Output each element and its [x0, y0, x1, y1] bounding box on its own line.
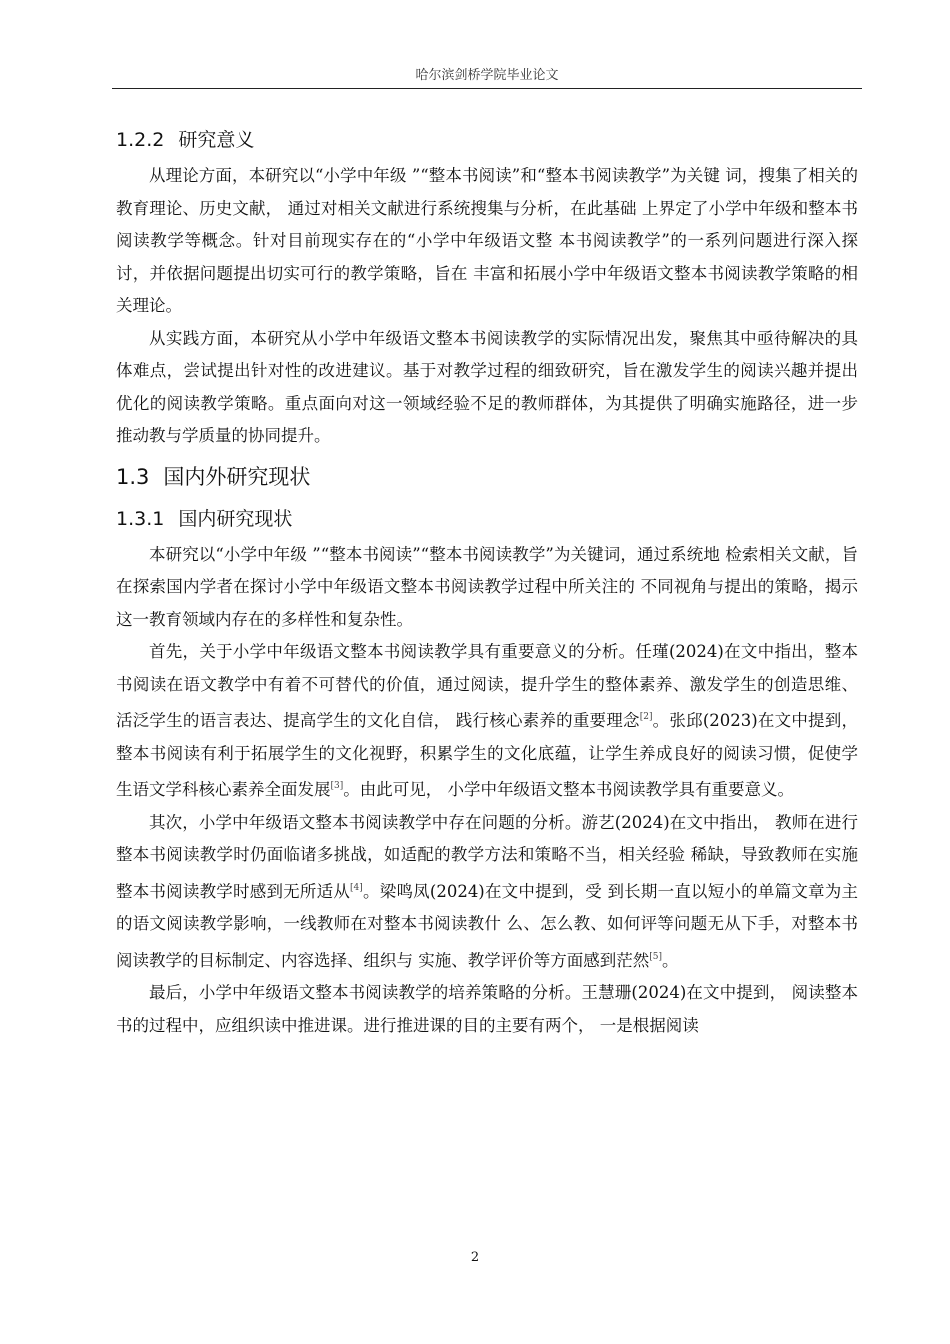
section-heading-1-3-1	[116, 499, 858, 539]
section-title: 研究意义	[178, 129, 255, 151]
citation-ref: [2]	[639, 712, 653, 722]
paragraph-text: 。张邱(2023)在文中提到，整本书阅读有利于拓展学生的文化视野，积累学生的文化底蕴，让学生养成良好的阅读习惯，促使学生语文学科核心素养全面发展	[116, 711, 858, 799]
paragraph-text: 首先，关于小学中年级语文整本书阅读教学具有重要意义的分析。任瑾(2024)在文中指出，整本书阅读在语文教学中有着不可替代的价值，通过阅读，提升学生的整体素养、激发学生的创造思维、活泛学生的语言表达、提高学生的文化自信， 践行核心素养的重要理念	[116, 642, 858, 730]
section-number: 1.3	[116, 464, 150, 489]
page-header: 哈尔滨剑桥学院毕业论文	[415, 68, 559, 83]
section-number: 1.2.2	[116, 129, 165, 151]
paragraph-theory: 从理论方面，本研究以“小学中年级 ”“整本书阅读”和“整本书阅读教学”为关键 词，搜集了相关的教育理论、历史文献， 通过对相关文献进行系统搜集与分析，在此基础 上界定了小学中年级和整本书阅读教学等概念。针对目前现实存在的“小学中年级语文整 本书阅读教学”的一系列问题进行深入探讨，并依据问题提出切实可行的教学策略，旨在 丰富和拓展小学中年级语文整本书阅读教学策略的相关理论。	[116, 166, 858, 315]
citation-ref: [5]	[649, 951, 662, 962]
section-heading-1-3	[116, 455, 858, 499]
section-title: 国内外研究现状	[163, 464, 311, 489]
paragraph-text: 。	[662, 950, 679, 970]
paragraph-intro: 本研究以“小学中年级 ”“整本书阅读”“整本书阅读教学”为关键词，通过系统地 检索相关文献，旨在探索国内学者在探讨小学中年级语文整本书阅读教学过程中所关注的 不同视角与提出的策略，揭示这一教育领域内存在的多样性和复杂性。	[116, 544, 858, 629]
header-rule	[112, 88, 862, 89]
section-heading-1-2-2	[116, 120, 858, 160]
page-body	[116, 120, 858, 1042]
paragraph-last: 最后，小学中年级语文整本书阅读教学的培养策略的分析。王慧珊(2024)在文中提到， 阅读整本书的过程中，应组织读中推进课。进行推进课的目的主要有两个， 一是根据阅读	[116, 983, 858, 1035]
paragraph-text: 。梁鸣凤(2024)在文中提到，受 到长期一直以短小的单篇文章为主的语文阅读教学影响，一线教师在对整本书阅读教什 么、怎么教、如何评等问题无从下手，对整本书阅读教学的目标制定、内容选择、组织与 实施、教学评价等方面感到茫然	[116, 881, 858, 970]
citation-ref: [4]	[350, 882, 363, 893]
citation-ref: [3]	[330, 781, 344, 791]
page-number: 2	[470, 1250, 480, 1265]
section-number: 1.3.1	[116, 507, 165, 530]
paragraph-practice: 从实践方面，本研究从小学中年级语文整本书阅读教学的实际情况出发，聚焦其中亟待解决的具体难点，尝试提出针对性的改进建议。基于对教学过程的细致研究，旨在激发学生的阅读兴趣并提出优化的阅读教学策略。重点面向对这一领域经验不足的教师群体，为其提供了明确实施路径，进一步推动教与学质量的协同提升。	[116, 328, 858, 445]
paragraph-text: 。由此可见， 小学中年级语文整本书阅读教学具有重要意义。	[343, 780, 794, 799]
paragraph-text: 其次，小学中年级语文整本书阅读教学中存在问题的分析。游艺(2024)在文中指出， 教师在进行整本书阅读教学时仍面临诸多挑战，如适配的教学方法和策略不当，相关经验 稀缺，导致教师在实施整本书阅读教学时感到无所适从	[116, 812, 858, 901]
paragraph-first	[116, 636, 858, 807]
paragraph-second	[116, 807, 858, 978]
section-title: 国内研究现状	[178, 507, 293, 530]
